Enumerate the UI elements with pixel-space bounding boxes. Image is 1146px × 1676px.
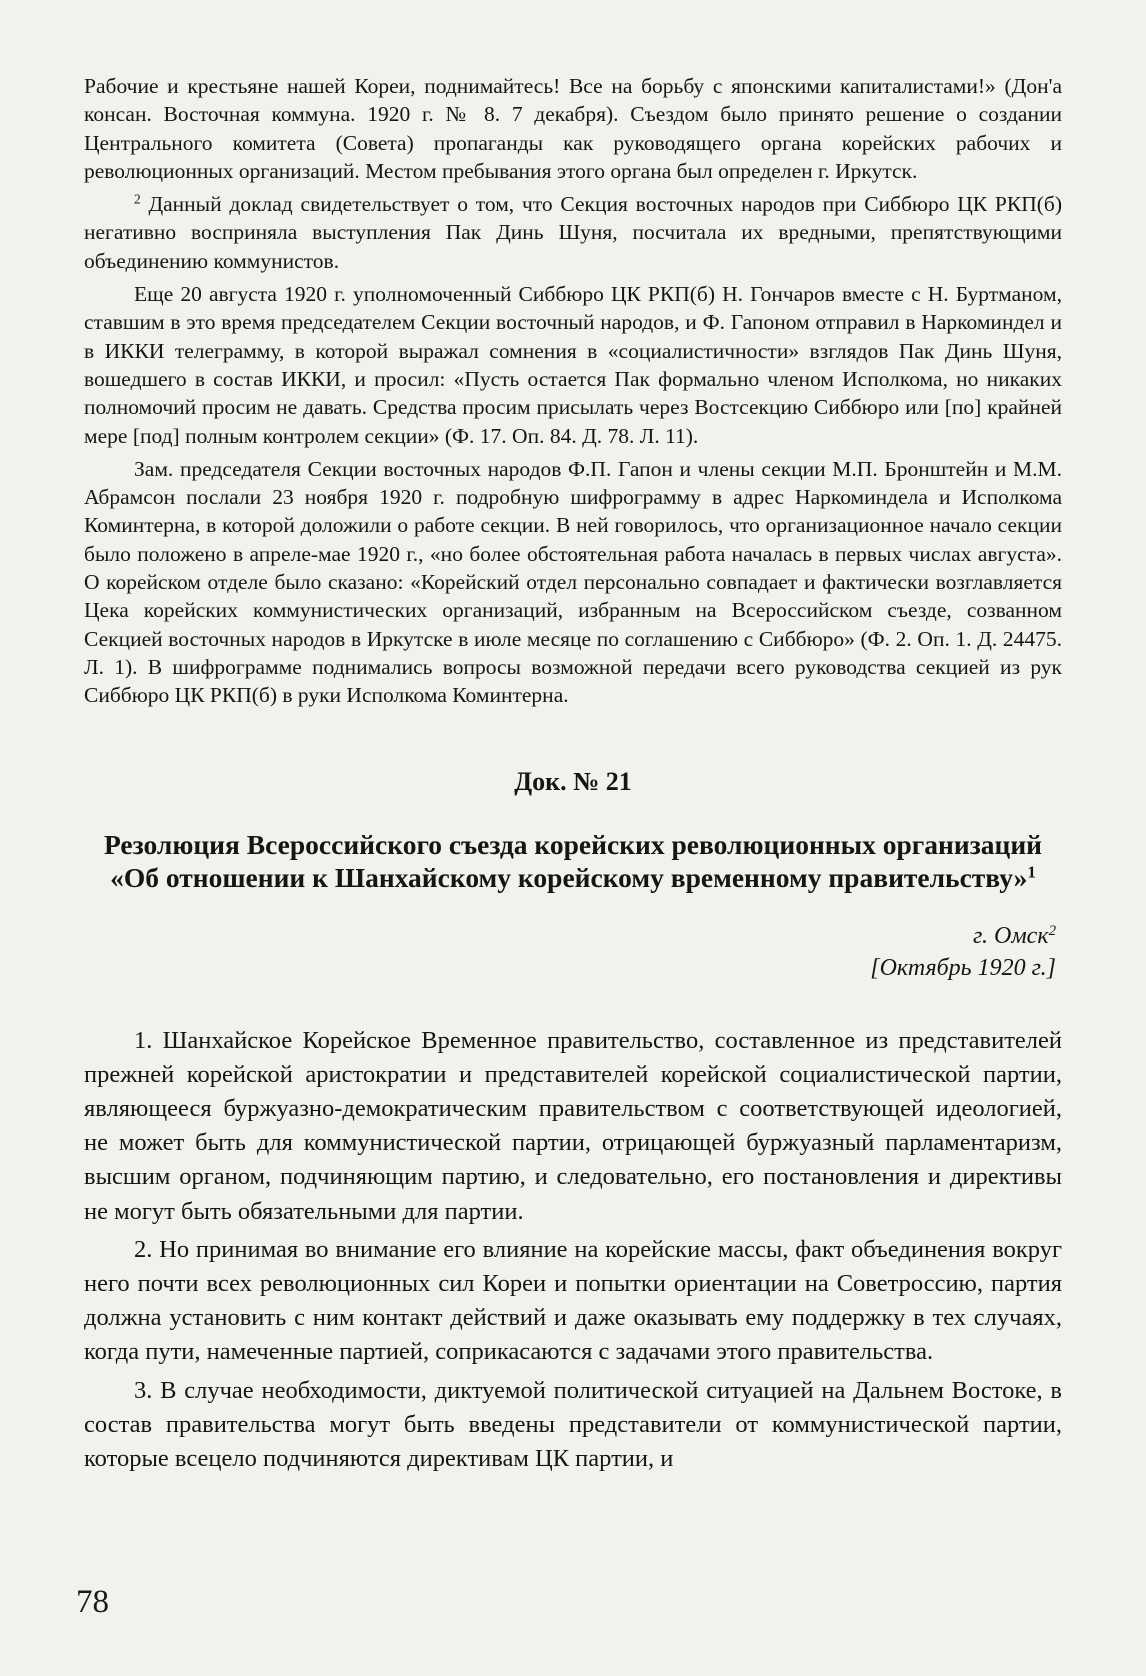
resolution-point-1: 1. Шанхайское Корейское Временное правительство, составленное из представителей прежней корейской аристократии и представителей корейской социалистической партии, являющееся буржуазно-демократическим правительством с соответствующей идеологией, не может быть для коммунистической партии, отрицающей буржуазный парламентаризм, высшим органом, подчиняющим партию, и следовательно, его постановления и директивы не могут быть обязательными для партии. [84, 1026, 1062, 1225]
resolution-point-3: 3. В случае необходимости, диктуемой политической ситуацией на Дальнем Востоке, в состав правительства могут быть введены представители от коммунистической партии, которые всецело подчиняются директивам ЦК партии, и [84, 1376, 1062, 1472]
document-number: Док. № 21 [514, 766, 632, 796]
page-content [84, 72, 1062, 1476]
footnote-marker: 2 [134, 191, 141, 207]
document-place [84, 920, 1062, 952]
footnote-paragraph: Зам. председателя Секции восточных народов Ф.П. Гапон и члены секции М.П. Бронштейн и М.М. Абрамсон послали 23 ноября 1920 г. подробную шифрограмму в адрес Наркоминдела и Исполкома Коминтерна, в которой доложили о работе секции. В ней говорилось, что организационное начало секции было положено в апреле-мае 1920 г., «но более обстоятельная работа началась в первых числах августа». О корейском отделе было сказано: «Корейский отдел персонально совпадает и фактически возглавляется Цека корейских коммунистических организаций, избранным на Всероссийском съезде, созванном Секцией восточных народов в Иркутске в июле месяце по соглашению с Сиббюро» (Ф. 2. Оп. 1. Д. 24475. Л. 1). В шифрограмме поднимались вопросы возможной передачи всего руководства секцией из рук Сиббюро ЦК РКП(б) в руки Исполкома Коминтерна. [84, 456, 1062, 708]
footnote-paragraph: Еще 20 августа 1920 г. уполномоченный Сиббюро ЦК РКП(б) Н. Гончаров вместе с Н. Буртманом, ставшим в это время председателем Секции восточный народов, и Ф. Гапоном отправил в Наркоминдел и в ИККИ телеграмму, в которой выражал сомнения в «социалистичности» взглядов Пак Динь Шуня, вошедшего в состав ИККИ, и просил: «Пусть остается Пак формально членом Исполкома, но никаких полномочий просим не давать. Средства просим присылать через Востсекцию Сиббюро или [по] крайней мере [под] полным контролем секции» (Ф. 17. Оп. 84. Д. 78. Л. 11). [84, 282, 1062, 448]
footnote-paragraph [84, 190, 1062, 275]
footnote-marker: 1 [1027, 862, 1036, 882]
place-text: г. Омск [972, 922, 1049, 949]
footnotes-section [84, 72, 1062, 710]
document-title-text: Резолюция Всероссийского съезда корейских революционных организаций «Об отношении к Шанхайскому корейскому временному правительству» [103, 828, 1043, 893]
document-body [84, 1024, 1062, 1477]
document-title [84, 828, 1062, 894]
resolution-point-2: 2. Но принимая во внимание его влияние на корейские массы, факт объединения вокруг него почти всех революционных сил Кореи и попытки ориентации на Советроссию, партия должна установить с ним контакт действий и даже оказывать ему поддержку в тех случаях, когда пути, намеченные партией, соприкасаются с задачами этого правительства. [84, 1235, 1062, 1366]
footnote-paragraph: Рабочие и крестьяне нашей Кореи, поднимайтесь! Все на борьбу с японскими капиталистами!» (Дон'а консан. Восточная коммуна. 1920 г. № 8. 7 декабря). Съездом было принято решение о создании Центрального комитета (Совета) пропаганды как руководящего органа корейских рабочих и революционных организаций. Местом пребывания этого органа был определен г. Иркутск. [84, 74, 1062, 183]
footnote-marker: 2 [1048, 922, 1056, 939]
footnote-text: Данный доклад свидетельствует о том, что Секция восточных народов при Сиббюро ЦК РКП(б) негативно восприняла выступления Пак Динь Шуня, посчитала их вредными, препятствующими объединению коммунистов. [84, 192, 1062, 273]
document-date: [Октябрь 1920 г.] [870, 954, 1056, 981]
page-number: 78 [76, 1584, 109, 1620]
